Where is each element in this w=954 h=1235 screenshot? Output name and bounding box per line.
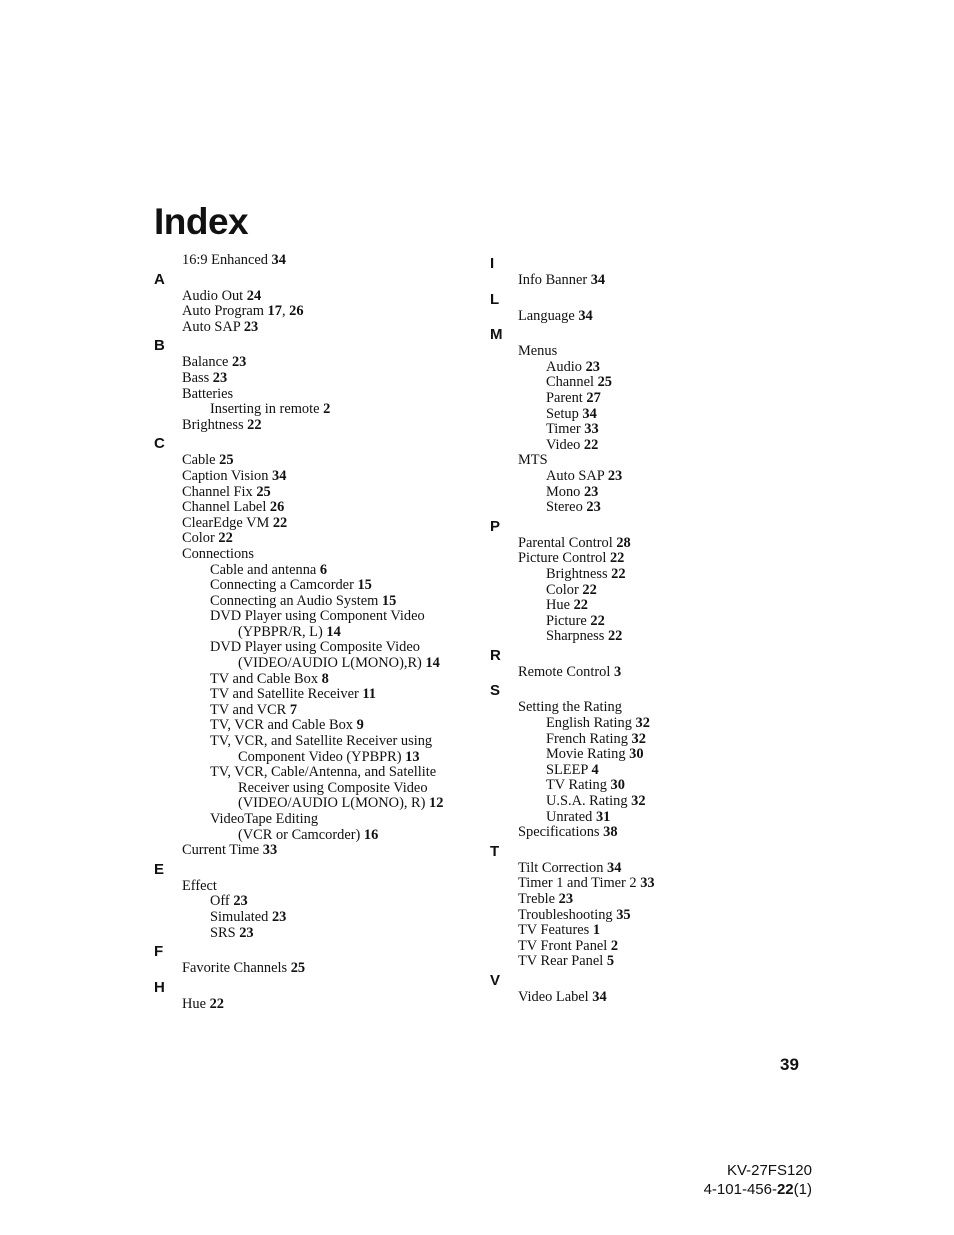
index-entry-text: Tilt Correction	[518, 859, 608, 876]
index-entry	[490, 876, 820, 892]
index-entry	[154, 609, 474, 625]
index-page-ref: 26	[269, 499, 285, 516]
index-page-ref: 26	[289, 303, 304, 320]
index-entry-text: TV Front Panel	[518, 937, 611, 954]
index-entry-text: Parental Control	[518, 534, 617, 551]
index-entry	[490, 422, 820, 438]
index-entry-text: U.S.A. Rating	[546, 793, 632, 810]
part-number-revision: 22	[776, 1181, 794, 1198]
index-entry-text: Timer 1 and Timer 2	[518, 875, 641, 892]
index-entry	[490, 273, 820, 289]
index-column-right	[490, 253, 820, 1006]
model-info	[704, 1161, 812, 1199]
page-number: 39	[780, 1055, 799, 1074]
index-page-ref: 32	[631, 793, 646, 810]
index-entry	[490, 732, 820, 748]
index-page-ref: 25	[219, 452, 234, 469]
index-entry	[490, 810, 820, 826]
index-page-ref: 9	[356, 717, 364, 734]
index-page-ref: 16	[363, 826, 379, 843]
index-entry	[490, 861, 820, 877]
index-entry-text: Color	[182, 530, 219, 547]
index-page-ref: 22	[582, 581, 597, 598]
index-entry-text: TV Rating	[546, 777, 611, 794]
index-entry-text: Setting the Rating	[518, 699, 622, 716]
index-entry-text: Brightness	[182, 416, 248, 433]
index-entry-text: Connecting an Audio System	[210, 592, 382, 609]
index-letter-heading: S	[490, 682, 501, 700]
index-page-ref: 32	[635, 715, 650, 732]
index-entry	[154, 656, 474, 672]
index-entry	[154, 402, 474, 418]
index-page-ref: 1	[592, 922, 601, 939]
index-entry-text: Unrated	[546, 808, 596, 825]
index-page-ref: 6	[319, 561, 328, 578]
index-page-ref: 22	[609, 550, 625, 567]
index-entry	[490, 716, 820, 732]
index-entry	[490, 892, 820, 908]
index-entry	[154, 910, 474, 926]
index-column-left	[154, 253, 474, 1012]
index-entry	[490, 598, 820, 614]
index-entry	[490, 469, 820, 485]
index-page-ref: 24	[246, 287, 262, 304]
index-entry-text: Remote Control	[518, 663, 614, 680]
index-entry	[154, 418, 474, 434]
index-entry-text: Picture	[546, 612, 591, 629]
index-entry	[154, 750, 474, 766]
index-entry	[154, 531, 474, 547]
index-entry	[154, 594, 474, 610]
index-entry	[490, 794, 820, 810]
index-page-ref: 34	[607, 859, 622, 876]
index-entry-text: DVD Player using Component Video	[210, 608, 425, 625]
index-entry-text: TV Rear Panel	[518, 953, 607, 970]
index-page-ref: 2	[323, 401, 331, 418]
index-page-ref: 14	[326, 623, 341, 640]
index-entry	[490, 309, 820, 325]
index-page-ref: 22	[607, 628, 623, 645]
index-entry-text: Inserting in remote	[210, 401, 324, 418]
index-entry-text: TV and Satellite Receiver	[210, 686, 363, 703]
index-entry-text: Treble	[518, 891, 559, 907]
index-entry-text: Effect	[182, 877, 217, 894]
index-entry	[154, 563, 474, 579]
index-page-ref: 14	[425, 655, 440, 672]
index-page-ref: 34	[590, 272, 606, 288]
index-letter-heading: R	[490, 646, 501, 664]
index-page-ref: 23	[271, 908, 287, 925]
index-entry	[490, 500, 820, 516]
index-entry-text: Timer	[546, 421, 585, 438]
index-entry	[490, 778, 820, 794]
index-entry-text: SLEEP	[546, 761, 592, 778]
index-entry-text: ClearEdge VM	[182, 514, 273, 531]
index-entry-text: Audio Out	[182, 287, 247, 304]
index-page-ref: 33	[584, 421, 599, 438]
index-entry-text: TV Features	[518, 922, 593, 939]
index-page-ref: 23	[607, 467, 623, 484]
index-page-ref: 23	[212, 369, 228, 386]
index-entry	[154, 469, 474, 485]
index-page-ref: 2	[610, 937, 619, 954]
index-entry-text: (VIDEO/AUDIO L(MONO),R)	[238, 655, 426, 672]
index-entry-text: Color	[546, 581, 583, 598]
index-letter-heading: P	[490, 517, 501, 535]
index-entry-text: TV, VCR and Cable Box	[210, 717, 357, 734]
index-page-ref: 12	[429, 795, 444, 812]
index-entry	[490, 939, 820, 955]
index-entry	[154, 703, 474, 719]
index-page-ref: 22	[209, 995, 224, 1012]
index-entry	[154, 547, 474, 563]
index-entry-text: Cable and antenna	[210, 561, 320, 578]
index-entry	[490, 747, 820, 763]
index-letter-heading: C	[154, 435, 165, 453]
index-page-ref: 22	[611, 565, 626, 582]
index-entry-text: Component Video (YPBPR)	[238, 748, 406, 765]
index-entry-text: Cable	[182, 452, 220, 469]
index-page-ref: 17	[267, 303, 282, 320]
index-entry	[490, 536, 820, 552]
index-entry-text: TV, VCR, Cable/Antenna, and Satellite	[210, 764, 437, 781]
index-entry-text: TV and Cable Box	[210, 670, 322, 687]
index-entry	[154, 879, 474, 895]
index-entry	[490, 391, 820, 407]
index-entry-text: Auto Program	[182, 303, 268, 320]
index-entry	[154, 289, 474, 305]
index-entry-text: Hue	[546, 597, 574, 614]
index-entry-text: Movie Rating	[546, 746, 630, 763]
index-entry-text: Info Banner	[518, 272, 591, 288]
index-entry	[490, 485, 820, 501]
index-entry	[490, 629, 820, 645]
index-page-ref: 32	[631, 730, 646, 747]
index-letter-heading: E	[154, 860, 165, 878]
index-entry	[154, 253, 474, 269]
index-entry-text: Auto SAP	[182, 318, 244, 335]
index-entry-text: Video Label	[518, 988, 593, 1005]
index-page-ref: 27	[586, 389, 601, 406]
index-page-ref: 34	[272, 467, 287, 484]
index-page-ref: 33	[640, 875, 655, 892]
index-entry	[154, 672, 474, 688]
index-entry	[490, 375, 820, 391]
index-entry-text: Auto SAP	[546, 467, 608, 484]
index-entry-text: Batteries	[182, 385, 234, 402]
index-letter-heading: L	[490, 290, 500, 308]
index-entry-text: (VIDEO/AUDIO L(MONO), R)	[238, 795, 430, 812]
index-entry-text: Channel Label	[182, 499, 270, 516]
index-page-ref: 11	[362, 686, 376, 703]
index-entry-text: Sharpness	[546, 628, 608, 645]
index-page-ref: 34	[582, 405, 597, 422]
index-page-ref: 34	[271, 252, 286, 268]
index-page-ref: 3	[613, 663, 622, 680]
index-entry-text: Connections	[182, 545, 254, 562]
index-entry-text: (VCR or Camcorder)	[238, 826, 364, 843]
index-entry-text: TV, VCR, and Satellite Receiver using	[210, 733, 433, 750]
index-entry-text: TV and VCR	[210, 701, 290, 718]
index-page-ref: 34	[578, 307, 593, 324]
index-entry	[154, 387, 474, 403]
index-entry-text: Mono	[546, 483, 584, 500]
index-page-ref: 22	[272, 514, 288, 531]
index-letter-heading: F	[154, 943, 164, 961]
index-page-ref: 23	[231, 354, 247, 371]
index-page-ref: 34	[592, 988, 607, 1005]
index-entry-text: Menus	[518, 343, 558, 360]
index-page-ref: 23	[233, 893, 248, 910]
index-entry-text: Video	[546, 436, 584, 453]
index-entry-text: Setup	[546, 405, 583, 422]
index-letter-heading: I	[490, 255, 495, 272]
index-entry	[490, 438, 820, 454]
index-entry-text: English Rating	[546, 715, 636, 732]
index-page-ref: 23	[243, 318, 259, 335]
index-page-ref: 4	[591, 761, 599, 778]
index-page-ref: 13	[405, 748, 420, 765]
index-entry	[154, 355, 474, 371]
index-page-ref: 22	[247, 416, 262, 433]
index-page-ref: 23	[558, 891, 574, 907]
index-page-ref: 28	[616, 534, 631, 551]
index-entry	[490, 344, 820, 360]
index-entry-text: DVD Player using Composite Video	[210, 639, 420, 656]
index-entry-text: Bass	[182, 369, 213, 386]
index-page-ref: 23	[585, 358, 600, 375]
index-entry-text: Audio	[546, 358, 586, 375]
index-page-ref: 7	[289, 701, 298, 718]
index-entry: Auto Program 17, 26	[182, 303, 304, 320]
index-page-ref: 22	[218, 530, 233, 547]
index-entry	[490, 763, 820, 779]
index-entry	[154, 371, 474, 387]
index-letter-heading: H	[154, 978, 165, 996]
index-entry	[490, 923, 820, 939]
model-number: KV-27FS120	[726, 1162, 812, 1179]
index-entry	[490, 551, 820, 567]
index-entry-text: Receiver using Composite Video	[238, 779, 428, 796]
index-entry	[154, 781, 474, 797]
index-page-ref: 15	[357, 577, 372, 594]
index-letter-heading: T	[490, 842, 500, 860]
index-page-ref: 22	[573, 597, 588, 614]
index-page-ref: 25	[597, 374, 612, 391]
index-entry	[490, 954, 820, 970]
index-entry	[154, 796, 474, 812]
index-entry-text: VideoTape Editing	[210, 811, 319, 827]
index-entry-text: Language	[518, 307, 579, 324]
index-entry	[490, 614, 820, 630]
index-entry	[490, 583, 820, 599]
index-entry-text: Simulated	[210, 908, 272, 925]
index-page-ref: 30	[629, 746, 644, 763]
index-entry-text: Off	[210, 893, 234, 910]
index-entry-text: Caption Vision	[182, 467, 273, 484]
index-entry	[490, 990, 820, 1006]
index-page-ref: 5	[606, 953, 615, 970]
index-page-ref: 25	[256, 483, 271, 500]
index-entry	[490, 665, 820, 681]
page-title: Index	[154, 201, 249, 242]
index-entry	[490, 567, 820, 583]
index-entry	[154, 961, 474, 977]
index-entry	[154, 453, 474, 469]
index-entry	[154, 500, 474, 516]
index-entry	[154, 997, 474, 1013]
index-page-ref: 35	[616, 906, 631, 923]
index-entry-text: Brightness	[546, 565, 612, 582]
index-page-ref: 23	[583, 483, 599, 500]
index-entry-text: Favorite Channels	[182, 960, 291, 977]
index-entry-text: Channel	[546, 374, 598, 391]
index-entry-text: Channel Fix	[182, 483, 257, 500]
index-entry	[154, 625, 474, 641]
index-page-ref: 30	[610, 777, 625, 794]
index-entry	[154, 926, 474, 942]
index-page-ref: 31	[595, 808, 611, 825]
index-page-ref: 23	[586, 499, 601, 516]
index-page-ref: 25	[290, 960, 306, 977]
index-entry	[154, 828, 474, 844]
index-entry	[154, 894, 474, 910]
index-entry-text: (YPBPR/R, L)	[238, 623, 327, 640]
index-entry	[154, 765, 474, 781]
index-entry	[490, 360, 820, 376]
index-entry	[490, 825, 820, 841]
index-entry	[154, 485, 474, 501]
index-entry	[154, 718, 474, 734]
index-entry-text: Current Time	[182, 842, 263, 859]
part-number-prefix: 4-101-456-	[703, 1181, 777, 1198]
index-entry-text: French Rating	[546, 730, 632, 747]
index-entry	[154, 578, 474, 594]
index-entry-text: Hue	[182, 995, 210, 1012]
index-entry-text: Stereo	[546, 499, 587, 516]
index-entry	[490, 908, 820, 924]
index-page-ref: 23	[239, 924, 254, 941]
index-letter-heading: V	[490, 971, 501, 989]
index-page-ref: 8	[321, 670, 329, 687]
index-entry-text: SRS	[210, 924, 240, 941]
index-page-ref: 22	[583, 436, 599, 453]
index-entry-text: Connecting a Camcorder	[210, 577, 358, 594]
index-letter-heading: A	[154, 270, 165, 288]
index-entry-text: 16:9 Enhanced	[182, 252, 272, 268]
index-page-ref: 15	[381, 592, 397, 609]
index-entry	[490, 407, 820, 423]
index-entry	[154, 734, 474, 750]
index-page-ref: 22	[590, 612, 605, 629]
index-page-ref: 33	[262, 842, 278, 859]
index-entry-text: Troubleshooting	[518, 906, 617, 923]
part-number-suffix: (1)	[793, 1181, 812, 1198]
part-number	[704, 1180, 812, 1199]
index-entry	[154, 320, 474, 336]
index-entry	[154, 516, 474, 532]
index-entry-text: Specifications	[518, 824, 604, 841]
index-entry-text: Picture Control	[518, 550, 610, 567]
index-entry	[154, 843, 474, 859]
index-entry-text: MTS	[518, 452, 548, 469]
index-entry-text: Balance	[182, 354, 232, 371]
index-letter-heading: B	[154, 337, 165, 355]
index-entry	[490, 453, 820, 469]
index-entry	[490, 700, 820, 716]
index-letter-heading: M	[490, 326, 503, 344]
index-entry	[154, 687, 474, 703]
index-entry	[154, 812, 474, 828]
index-entry-text: Parent	[546, 389, 587, 406]
index-entry	[154, 640, 474, 656]
index-page-ref: 38	[603, 824, 618, 841]
